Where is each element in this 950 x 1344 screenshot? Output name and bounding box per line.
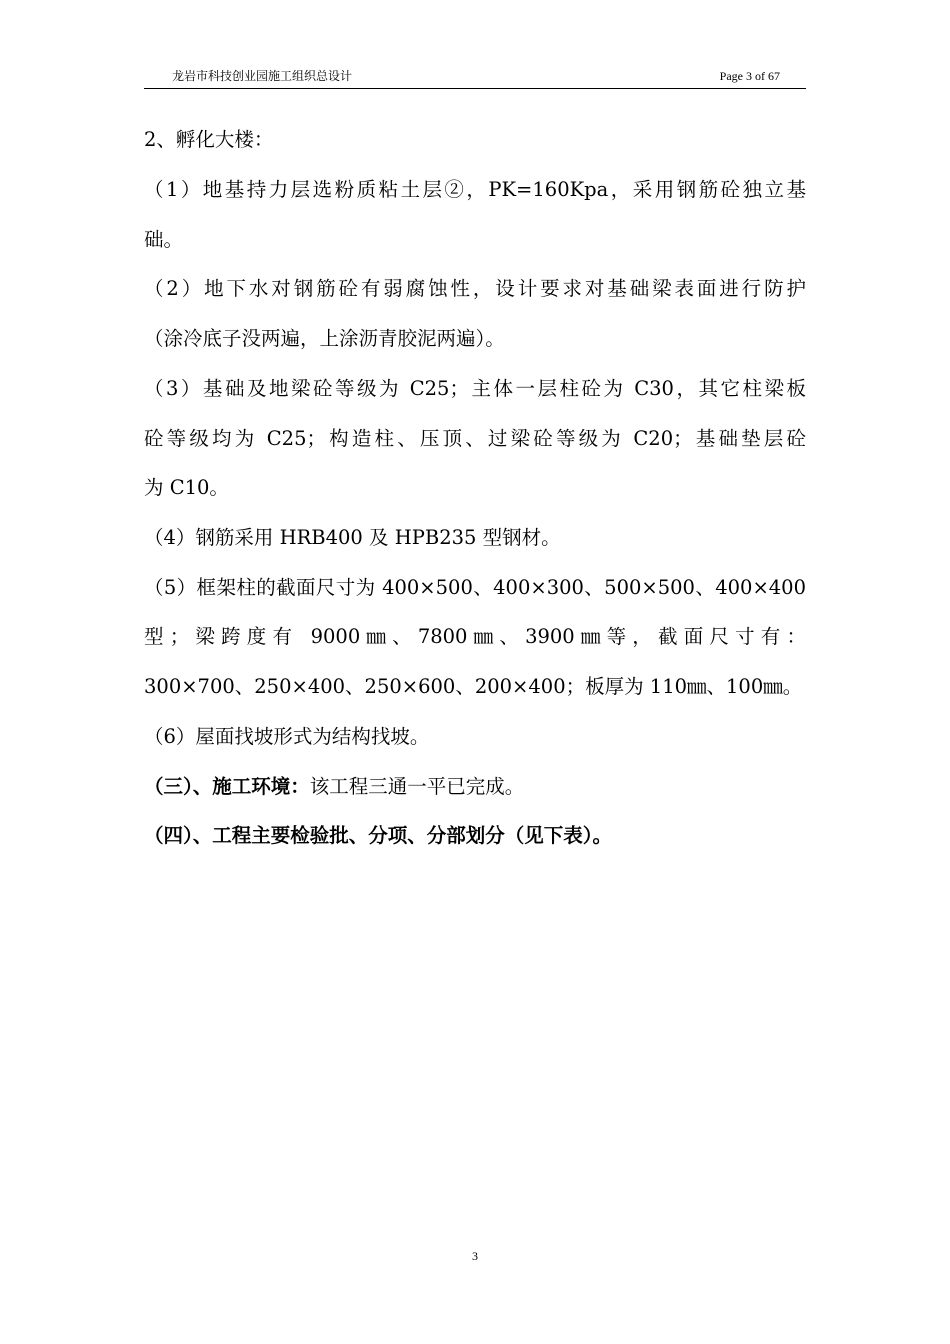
paragraph-line: （5）框架柱的截面尺寸为 400×500、400×300、500×500、400×400 bbox=[144, 576, 806, 599]
paragraph-line: （6）屋面找坡形式为结构找坡。 bbox=[144, 725, 430, 748]
paragraph-line: （4）钢筋采用 HRB400 及 HPB235 型钢材。 bbox=[144, 526, 561, 549]
section-heading-text: 该工程三通一平已完成。 bbox=[309, 775, 525, 798]
page-header bbox=[144, 68, 806, 89]
paragraph-line: 础。 bbox=[144, 228, 184, 251]
section-heading-label: （三）、施工环境： bbox=[144, 775, 310, 798]
paragraph-line: （3）基础及地梁砼等级为 C25；主体一层柱砼为 C30，其它柱梁板 bbox=[144, 377, 806, 400]
paragraph-line: 型；梁跨度有 9000㎜、7800㎜、3900㎜等，截面尺寸有： bbox=[144, 625, 806, 648]
section-heading-environment bbox=[144, 772, 524, 802]
header-page-indicator: Page 3 of 67 bbox=[719, 69, 780, 83]
section-heading-incubator: 2、孵化大楼： bbox=[144, 128, 274, 151]
paragraph-line: 300×700、250×400、250×600、200×400；板厚为 110㎜、100㎜。 bbox=[144, 675, 803, 698]
paragraph-line: （1）地基持力层选粉质粘土层②，PK=160Kpa，采用钢筋砼独立基 bbox=[144, 178, 806, 201]
paragraph-line: 为 C10。 bbox=[144, 476, 229, 499]
paragraph-line: （2）地下水对钢筋砼有弱腐蚀性，设计要求对基础梁表面进行防护 bbox=[144, 277, 806, 300]
footer-page-number: 3 bbox=[472, 1249, 478, 1263]
section-heading-inspection: （四）、工程主要检验批、分项、分部划分（见下表）。 bbox=[144, 824, 613, 847]
paragraph-line: 砼等级均为 C25；构造柱、压顶、过梁砼等级为 C20；基础垫层砼 bbox=[144, 427, 806, 450]
header-title: 龙岩市科技创业园施工组织总设计 bbox=[172, 69, 353, 83]
paragraph-line: （涂冷底子没两遍，上涂沥青胶泥两遍）。 bbox=[144, 327, 505, 350]
